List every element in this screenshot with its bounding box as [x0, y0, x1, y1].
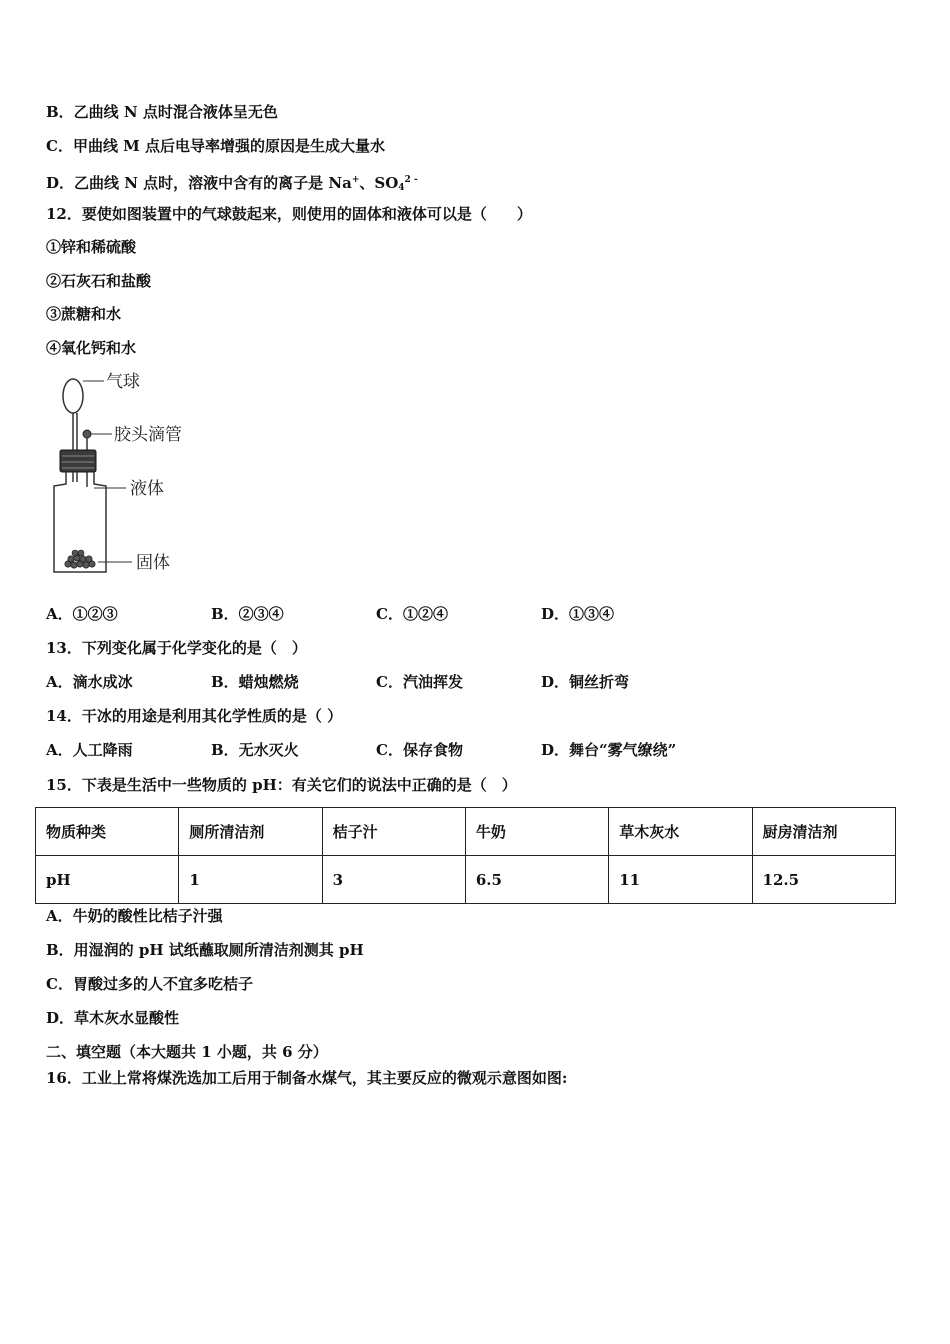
q15-option-d: D．草木灰水显酸性 [46, 1009, 180, 1027]
q14-stem: 14．干冰的用途是利用其化学性质的是（ ） [46, 707, 343, 725]
q14-option-d: D．舞台“雾气缭绕” [541, 741, 677, 759]
q13-option-d: D．铜丝折弯 [541, 673, 630, 691]
q11-option-d [46, 170, 418, 198]
q12-item-2: ②石灰石和盐酸 [46, 272, 152, 290]
sulfate-subscript: 4 [398, 183, 405, 193]
q13-option-c: C．汽油挥发 [376, 673, 463, 691]
q13-stem: 13．下列变化属于化学变化的是（ ） [46, 639, 307, 657]
table-cell: 12.5 [752, 856, 895, 904]
q14-option-b: B．无水灭火 [211, 741, 299, 759]
q15-option-c: C．胃酸过多的人不宜多吃桔子 [46, 975, 253, 993]
q12-item-3: ③蔗糖和水 [46, 305, 122, 323]
label-balloon: 气球 [106, 372, 140, 392]
q11-option-c: C．甲曲线 M 点后电导率增强的原因是生成大量水 [46, 137, 385, 155]
table-cell: pH [36, 856, 179, 904]
label-dropper: 胶头滴管 [114, 425, 182, 445]
q12-item-1: ①锌和稀硫酸 [46, 238, 137, 256]
sodium-charge: + [351, 175, 360, 185]
apparatus-diagram [46, 372, 206, 582]
q16-stem: 16．工业上常将煤洗选加工后用于制备水煤气，其主要反应的微观示意图如图: [46, 1069, 568, 1087]
q15-option-b: B．用湿润的 pH 试纸蘸取厕所清洁剂测其 pH [46, 941, 364, 959]
apparatus-figure [46, 372, 206, 582]
label-liquid: 液体 [130, 479, 164, 499]
table-cell: 3 [322, 856, 465, 904]
table-cell: 牛奶 [465, 808, 608, 856]
table-cell: 草木灰水 [609, 808, 752, 856]
q11-option-b: B．乙曲线 N 点时混合液体呈无色 [46, 103, 278, 121]
table-row [36, 856, 896, 904]
q12-stem: 12．要使如图装置中的气球鼓起来，则使用的固体和液体可以是（ ） [46, 205, 532, 223]
q14-option-a: A．人工降雨 [46, 741, 133, 759]
q11-option-d-text: D．乙曲线 N 点时，溶液中含有的离子是 Na [46, 174, 352, 192]
section-heading: 二、填空题（本大题共 1 小题，共 6 分） [46, 1043, 328, 1061]
q13-option-b: B．蜡烛燃烧 [211, 673, 299, 691]
q14-option-c: C．保存食物 [376, 741, 463, 759]
q12-option-a: A．①②③ [46, 605, 118, 623]
q12-option-c: C．①②④ [376, 605, 448, 623]
stopper [60, 450, 96, 472]
q11-option-d-sep: 、SO [359, 174, 399, 192]
solid-pellets [65, 550, 95, 568]
q12-item-4: ④氧化钙和水 [46, 339, 137, 357]
q15-option-a: A．牛奶的酸性比桔子汁强 [46, 907, 223, 925]
dropper-bulb [83, 430, 91, 438]
q12-option-d: D．①③④ [541, 605, 615, 623]
q12-option-b: B．②③④ [211, 605, 284, 623]
table-header-row [36, 808, 896, 856]
ph-table [35, 807, 896, 904]
table-cell: 厨房清洁剂 [752, 808, 895, 856]
table-cell: 1 [179, 856, 322, 904]
table-cell: 厕所清洁剂 [179, 808, 322, 856]
balloon-shape [63, 379, 83, 413]
table-cell: 11 [609, 856, 752, 904]
table-cell: 6.5 [465, 856, 608, 904]
table-cell: 桔子汁 [322, 808, 465, 856]
sulfate-charge: 2 - [404, 175, 418, 185]
q13-option-a: A．滴水成冰 [46, 673, 133, 691]
table-cell: 物质种类 [36, 808, 179, 856]
label-solid: 固体 [136, 553, 170, 573]
q15-stem: 15．下表是生活中一些物质的 pH：有关它们的说法中正确的是（ ） [46, 776, 517, 794]
